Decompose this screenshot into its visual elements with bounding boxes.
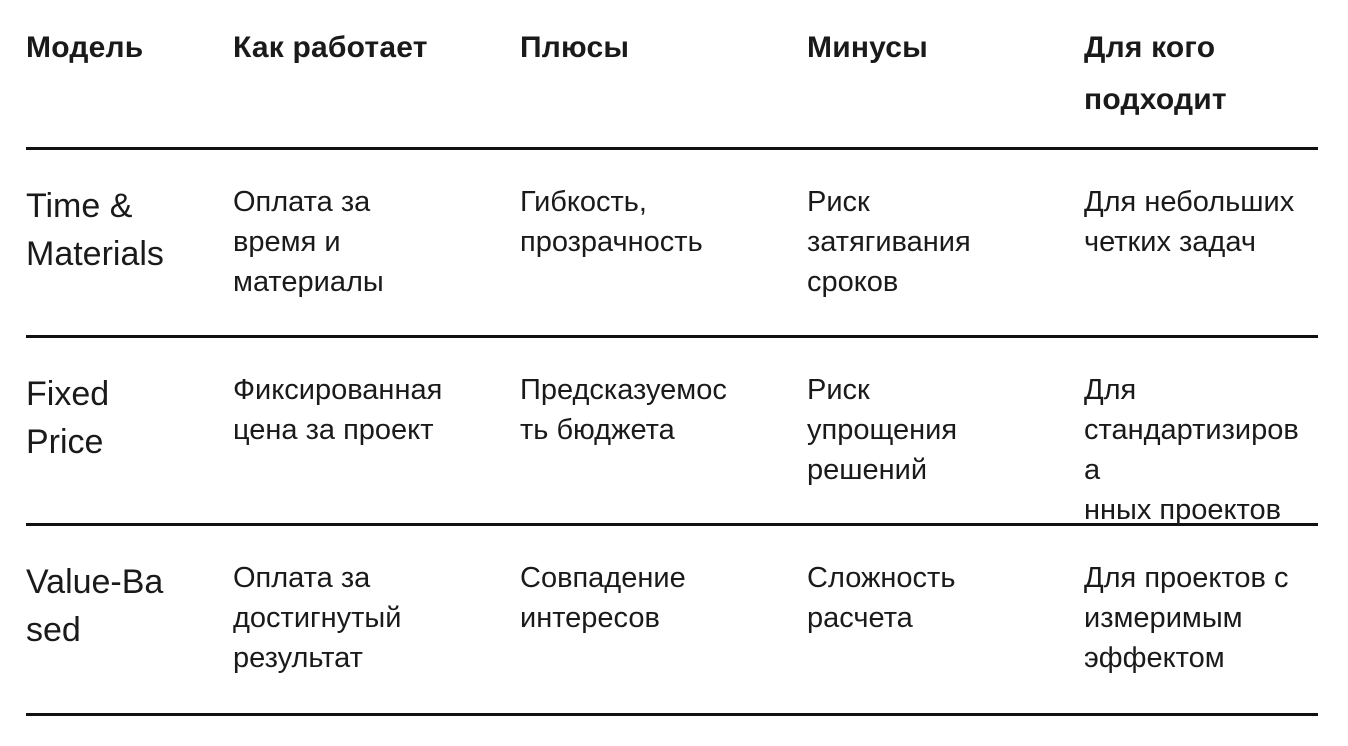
table-row: [26, 338, 1318, 526]
cell-line: Риск: [807, 374, 870, 406]
cell-pros: [520, 182, 807, 335]
cell-pros: [520, 370, 807, 523]
cell-line: Value-Ba: [26, 563, 164, 601]
table-row: [26, 150, 1318, 338]
cell-line: время и: [233, 226, 341, 258]
cell-line: эффектом: [1084, 642, 1225, 674]
cell-how: [233, 558, 520, 713]
cell-line: стандартизирова: [1084, 414, 1299, 486]
cell-line: Предсказуемос: [520, 374, 727, 406]
cell-line: Для: [1084, 374, 1137, 406]
cell-line: Оплата за: [233, 186, 371, 218]
cell-model: [26, 182, 233, 335]
cell-line: измеримым: [1084, 602, 1243, 634]
cell-pros: [520, 558, 807, 713]
header-pros-text: Плюсы: [520, 31, 630, 64]
cell-line: ть бюджета: [520, 414, 675, 446]
pricing-models-table: [26, 0, 1318, 716]
cell-line: затягивания: [807, 226, 971, 258]
header-cons: [807, 22, 1084, 147]
cell-line: Materials: [26, 235, 164, 273]
cell-cons: [807, 182, 1084, 335]
header-fit-line: Для кого: [1084, 31, 1216, 64]
cell-line: Риск: [807, 186, 870, 218]
cell-line: Сложность: [807, 562, 956, 594]
cell-line: sed: [26, 611, 81, 649]
cell-line: Для проектов с: [1084, 562, 1289, 594]
header-how: [233, 22, 520, 147]
header-model-text: Модель: [26, 31, 144, 64]
cell-line: материалы: [233, 266, 384, 298]
cell-model: [26, 370, 233, 523]
cell-line: расчета: [807, 602, 913, 634]
cell-line: сроков: [807, 266, 899, 298]
header-pros: [520, 22, 807, 147]
cell-line: Совпадение: [520, 562, 686, 594]
cell-line: четких задач: [1084, 226, 1256, 258]
cell-fit: [1084, 182, 1318, 335]
cell-line: Для небольших: [1084, 186, 1295, 218]
cell-model: [26, 558, 233, 713]
cell-line: нных проектов: [1084, 494, 1282, 526]
cell-how: [233, 370, 520, 523]
cell-line: Оплата за: [233, 562, 371, 594]
header-cons-text: Минусы: [807, 31, 928, 64]
cell-line: цена за проект: [233, 414, 434, 446]
cell-line: Гибкость,: [520, 186, 647, 218]
cell-line: результат: [233, 642, 363, 674]
header-model: [26, 22, 233, 147]
cell-line: достигнутый: [233, 602, 402, 634]
cell-line: Price: [26, 423, 104, 461]
cell-line: Fixed: [26, 375, 110, 413]
header-fit-line: подходит: [1084, 83, 1227, 116]
cell-fit: [1084, 558, 1318, 713]
cell-how: [233, 182, 520, 335]
cell-line: Time &: [26, 187, 133, 225]
cell-line: упрощения: [807, 414, 958, 446]
header-how-text: Как работает: [233, 31, 428, 64]
cell-line: Фиксированная: [233, 374, 443, 406]
header-fit: [1084, 22, 1318, 147]
cell-line: прозрачность: [520, 226, 703, 258]
table-header-row: [26, 0, 1318, 150]
table-row: [26, 526, 1318, 716]
cell-cons: [807, 558, 1084, 713]
cell-cons: [807, 370, 1084, 523]
cell-line: интересов: [520, 602, 660, 634]
cell-line: решений: [807, 454, 928, 486]
cell-fit: [1084, 370, 1318, 526]
